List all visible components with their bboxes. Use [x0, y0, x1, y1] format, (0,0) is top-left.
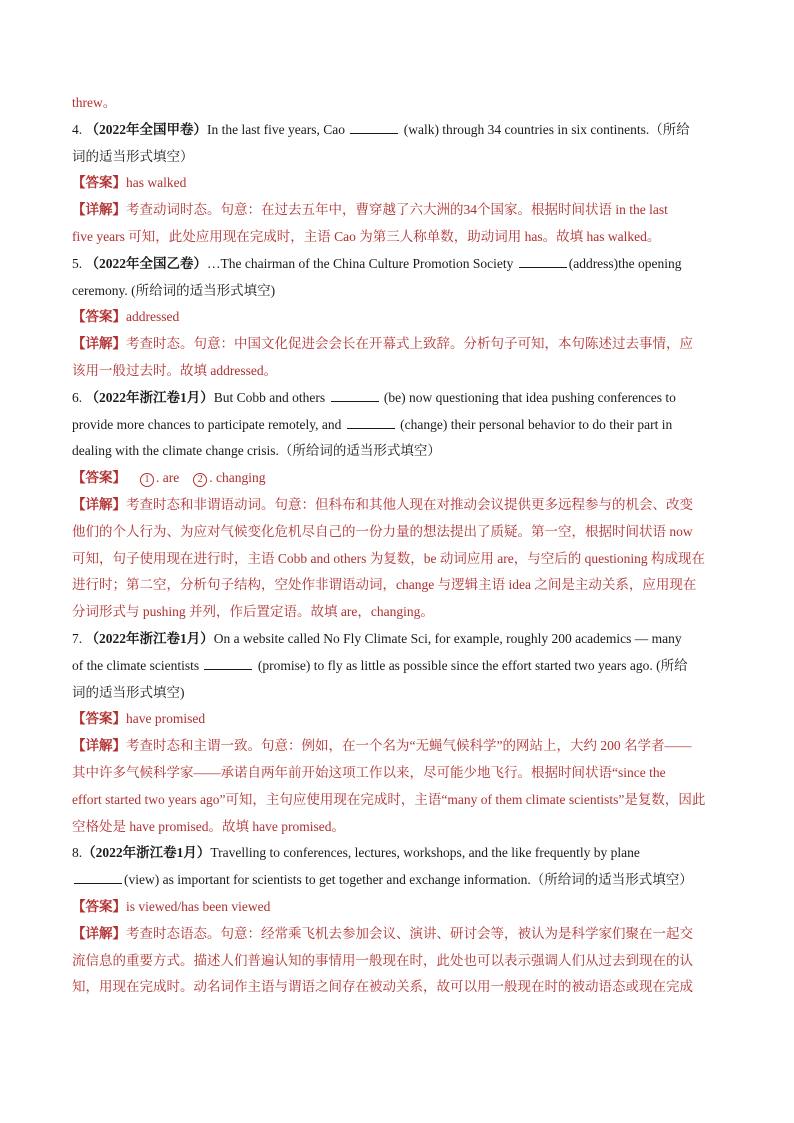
- answer-line: [72, 170, 722, 197]
- question-number: 6.: [72, 389, 83, 405]
- question-text: In the last five years, Cao: [207, 121, 345, 137]
- question-text: Travelling to conferences, lectures, workshops, and the like frequently by plane: [210, 845, 640, 861]
- answer-text: have promised: [126, 711, 206, 727]
- question-text: (change) their personal behavior to do their part in: [400, 416, 673, 432]
- question-7: [72, 626, 722, 653]
- answer-text: . changing: [209, 470, 266, 486]
- detail-line: 他们的个人行为、为应对气候变化危机尽自己的一份力量的想法提出了质疑。第一空，根据时间状语 now: [72, 523, 693, 539]
- question-text: On a website called No Fly Climate Sci, for example, roughly 200 academics — many: [213, 630, 682, 646]
- answer-line: [72, 465, 722, 492]
- detail-text: 考查时态语态。句意：经常乘飞机去参加会议、演讲、研讨会等，被认为是科学家们聚在一起交: [126, 925, 693, 941]
- detail-tag: 【详解】: [72, 496, 126, 512]
- circled-number: 2: [193, 473, 207, 487]
- answer-text: is viewed/has been viewed: [126, 898, 271, 914]
- question-text: But Cobb and others: [213, 389, 326, 405]
- answer-blank: [74, 871, 122, 884]
- question-source: （2022年全国乙卷）: [85, 255, 207, 271]
- question-source: （2022年全国甲卷）: [85, 121, 207, 137]
- question-text: (walk) through 34 countries in six continents.（所给: [403, 121, 690, 137]
- question-text: (view) as important for scientists to get together and exchange information.（所给词的适当形式填空）: [124, 872, 693, 888]
- question-6: [72, 385, 722, 412]
- text-line: [72, 653, 722, 680]
- detail-line: [72, 197, 722, 224]
- answer-line: [72, 894, 722, 921]
- detail-line: 进行时；第二空，分析句子结构，空处作非谓语动词，change 与逻辑主语 idea 之间是主动关系，应用现在: [72, 577, 697, 593]
- detail-tag: 【详解】: [72, 202, 126, 218]
- detail-line: [72, 331, 722, 358]
- question-text: …The chairman of the China Culture Promotion Society: [207, 255, 514, 271]
- detail-text: 考查时态和非谓语动词。句意：但科布和其他人现在对推动会议提供更多远程参与的机会、改变: [126, 496, 693, 512]
- question-5: [72, 251, 722, 278]
- answer-tag: 【答案】: [72, 470, 126, 486]
- detail-tag: 【详解】: [72, 336, 126, 352]
- answer-line: [72, 304, 722, 331]
- question-8: [72, 840, 722, 867]
- question-number: 5.: [72, 255, 83, 271]
- question-number: 7.: [72, 630, 83, 646]
- detail-text: 考查动词时态。句意：在过去五年中，曹穿越了六大洲的34个国家。根据时间状语 in the last: [126, 202, 668, 218]
- question-text: (promise) to fly as little as possible since the effort started two years ago. (所给: [257, 657, 688, 673]
- text-line: threw。: [72, 95, 117, 110]
- question-text: of the climate scientists: [72, 657, 200, 673]
- detail-line: 可知，句子使用现在进行时，主语 Cobb and others 为复数，be 动词应用 are，与空后的 questioning 构成现在: [72, 550, 705, 566]
- text-line: ceremony. (所给词的适当形式填空): [72, 282, 276, 298]
- question-number: 8.: [72, 845, 83, 861]
- detail-line: 该用一般过去时。故填 addressed。: [72, 362, 278, 378]
- answer-line: [72, 706, 722, 733]
- answer-blank: [519, 255, 567, 268]
- answer-text: . are: [156, 470, 180, 486]
- question-source: （2022年浙江卷1月）: [85, 389, 214, 405]
- answer-tag: 【答案】: [72, 711, 126, 727]
- detail-line: 流信息的重要方式。描述人们普遍认知的事情用一般现在时，此处也可以表示强调人们从过去到现在的认: [72, 952, 693, 968]
- answer-tag: 【答案】: [72, 309, 126, 325]
- answer-text: addressed: [126, 309, 180, 325]
- detail-line: 分词形式与 pushing 并列，作后置定语。故填 are，changing。: [72, 604, 434, 620]
- question-text: (address)the opening: [568, 255, 682, 271]
- question-4: [72, 117, 722, 144]
- text-line: [72, 412, 722, 439]
- text-line: 词的适当形式填空）: [72, 148, 194, 164]
- detail-text: 考查时态。句意：中国文化促进会会长在开幕式上致辞。分析句子可知，本句陈述过去事情，应: [126, 336, 693, 352]
- answer-tag: 【答案】: [72, 175, 126, 191]
- text-line: dealing with the climate change crisis.（所给词的适当形式填空）: [72, 443, 441, 459]
- answer-blank: [204, 657, 252, 670]
- detail-line: effort started two years ago”可知，主句应使用现在完成时，主语“many of them climate scientists”是复数，因此: [72, 791, 706, 807]
- answer-blank: [350, 121, 398, 134]
- detail-line: [72, 921, 722, 948]
- answer-text: has walked: [126, 175, 187, 191]
- text-line: 词的适当形式填空): [72, 684, 185, 700]
- answer-blank: [347, 416, 395, 429]
- question-source: （2022年浙江卷1月）: [82, 845, 211, 861]
- detail-line: 空格处是 have promised。故填 have promised。: [72, 818, 345, 834]
- text-line: [72, 867, 722, 894]
- answer-tag: 【答案】: [72, 898, 126, 914]
- detail-line: five years 可知，此处应用现在完成时，主语 Cao 为第三人称单数，助动词用 has。故填 has walked。: [72, 228, 661, 244]
- detail-line: [72, 492, 722, 519]
- circled-number: 1: [140, 473, 154, 487]
- detail-tag: 【详解】: [72, 738, 126, 754]
- question-text: (be) now questioning that idea pushing conferences to: [383, 389, 676, 405]
- question-source: （2022年浙江卷1月）: [85, 630, 214, 646]
- detail-text: 考查时态和主谓一致。句意：例如，在一个名为“无蝇气候科学”的网站上，大约 200 名学者——: [126, 738, 692, 754]
- detail-tag: 【详解】: [72, 925, 126, 941]
- detail-line: 其中许多气候科学家——承诺自两年前开始这项工作以来，尽可能少地飞行。根据时间状语“since the: [72, 764, 666, 780]
- detail-line: [72, 733, 722, 760]
- answer-blank: [331, 389, 379, 402]
- question-number: 4.: [72, 121, 83, 137]
- document-page: [72, 90, 722, 1001]
- detail-line: 知，用现在完成时。动名词作主语与谓语之间存在被动关系，故可以用一般现在时的被动语态或现在完成: [72, 979, 693, 995]
- question-text: provide more chances to participate remotely, and: [72, 416, 342, 432]
